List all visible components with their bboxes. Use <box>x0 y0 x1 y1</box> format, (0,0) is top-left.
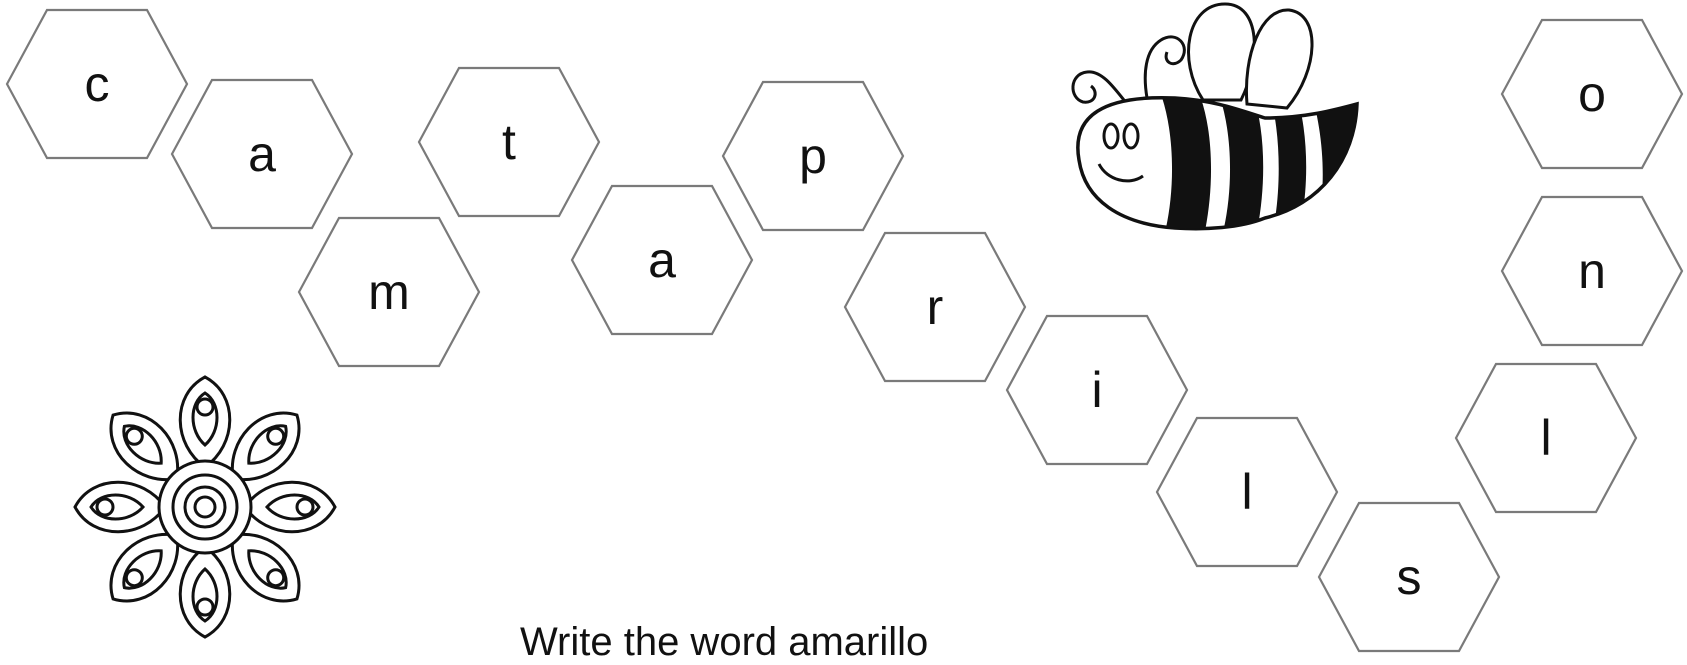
hexagon-letter: s <box>1396 549 1422 605</box>
hexagon-letter: r <box>926 279 944 335</box>
letter-hexagon <box>297 216 481 368</box>
hexagon-letter: c <box>84 56 110 112</box>
letter-hexagon <box>170 78 354 230</box>
hexagon-letter: m <box>368 264 410 320</box>
letter-hexagon <box>721 80 905 232</box>
letter-hexagon <box>1317 501 1501 653</box>
hexagon-letter: i <box>1091 362 1103 418</box>
letter-hexagon <box>1500 195 1684 347</box>
hexagon-letter: l <box>1241 464 1253 520</box>
hexagon-letter: p <box>799 128 827 184</box>
hexagon-letter: o <box>1578 66 1606 122</box>
letter-hexagon <box>1454 362 1638 514</box>
bee-icon <box>1065 0 1365 240</box>
hexagon-letter: l <box>1540 410 1552 466</box>
instruction-text: Write the word amarillo <box>520 620 929 664</box>
hexagon-letter: n <box>1578 243 1606 299</box>
hexagon-letter: t <box>502 114 516 170</box>
flower-icon <box>55 372 355 650</box>
letter-hexagon <box>5 8 189 160</box>
hexagon-letter: a <box>648 232 676 288</box>
letter-hexagon <box>1500 18 1684 170</box>
hexagon-letter: a <box>248 126 276 182</box>
letter-hexagon <box>843 231 1027 383</box>
letter-hexagon <box>1155 416 1339 568</box>
